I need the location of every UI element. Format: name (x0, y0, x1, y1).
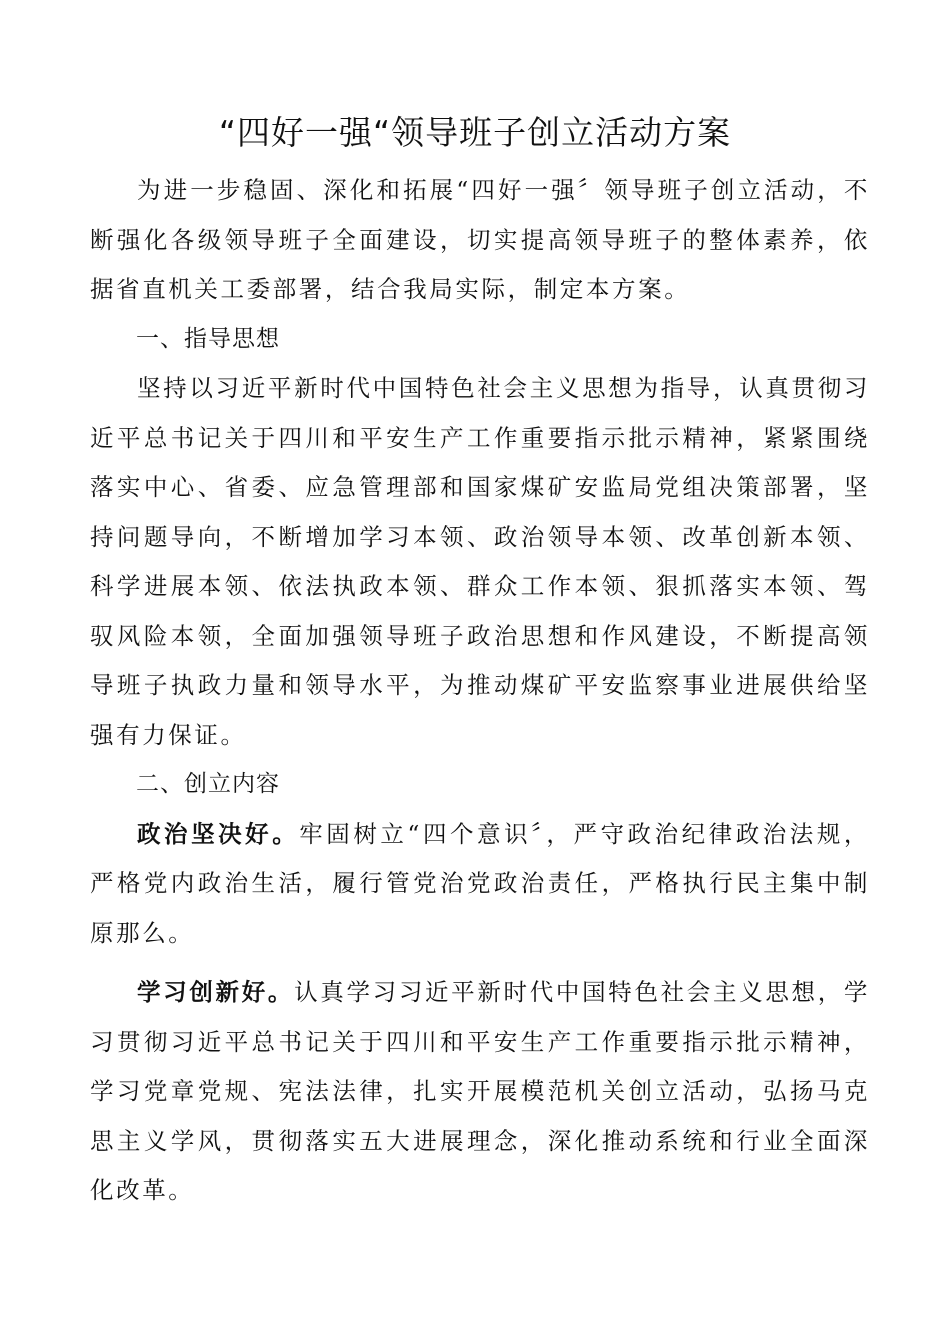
intro-paragraph: 为进一步稳固、深化和拓展“四好一强〞领导班子创立活动，不断强化各级领导班子全面建设，切实提高领导班子的整体素养，依据省直机关工委部署，结合我局实际，制定本方案。 (90, 176, 870, 303)
item-learning-innovation (90, 968, 870, 1216)
item-text-learning: 认真学习习近平新时代中国特色社会主义思想，学习贯彻习近平总书记关于四川和平安生产工作重要指示批示精神，学习党章党规、宪法法律，扎实开展模范机关创立活动，弘扬马克思主义学风，贯彻落实五大进展理念，深化推动系统和行业全面深化改革。 (90, 978, 870, 1204)
document-body (90, 166, 870, 1216)
item-lead-political: 政治坚决好。 (137, 819, 300, 848)
guiding-thought-paragraph: 坚持以习近平新时代中国特色社会主义思想为指导，认真贯彻习近平总书记关于四川和平安生产工作重要指示批示精神，紧紧围绕落实中心、省委、应急管理部和国家煤矿安监局党组决策部署，坚持问题导向，不断增加学习本领、政治领导本领、改革创新本领、科学进展本领、依法执政本领、群众工作本领、狠抓落实本领、驾驭风险本领，全面加强领导班子政治思想和作风建设，不断提高领导班子执政力量和领导水平，为推动煤矿平安监察事业进展供给坚强有力保证。 (90, 374, 870, 749)
document-title: “四好一强“领导班子创立活动方案 (218, 113, 732, 152)
item-political-firmness (90, 810, 870, 959)
section-heading-guiding-thought: 一、指导思想 (136, 325, 280, 352)
paragraph-spacer (90, 958, 870, 968)
item-lead-learning: 学习创新好。 (137, 978, 295, 1006)
item-text-political: 牢固树立“四个意识〞，严守政治纪律政治法规，严格党内政治生活，履行管党治党政治责任，严格执行民主集中制原那么。 (90, 819, 870, 947)
section-heading-creation-content: 二、创立内容 (136, 771, 280, 797)
